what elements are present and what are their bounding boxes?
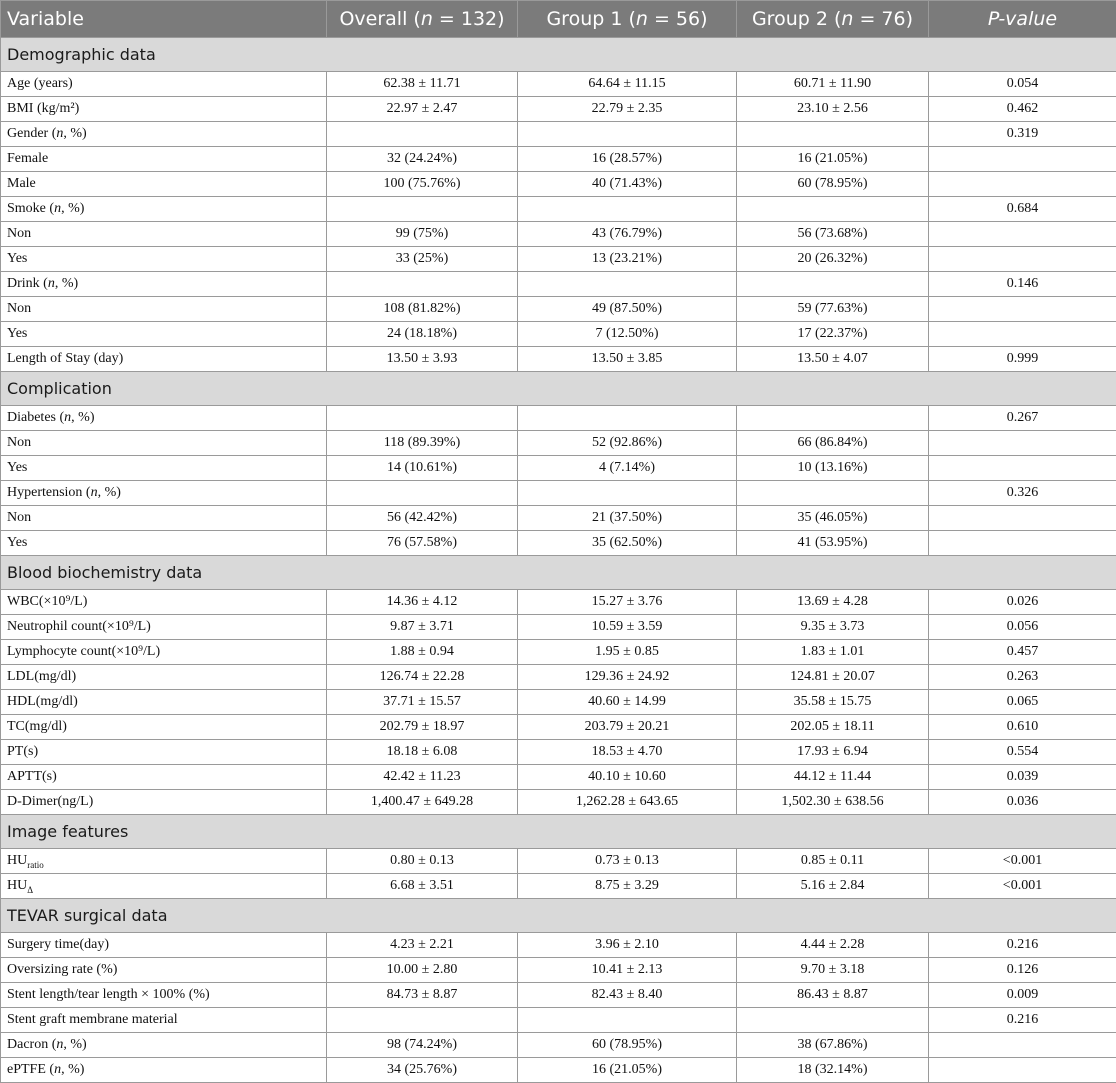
table-cell: 37.71 ± 15.57: [327, 690, 518, 715]
table-cell: [737, 272, 929, 297]
row-neutrophil: [1, 615, 1116, 640]
table-cell: [518, 481, 737, 506]
table-cell: [929, 431, 1116, 456]
table-cell: [327, 1008, 518, 1033]
table-cell: 41 (53.95%): [737, 531, 929, 556]
table-cell: 203.79 ± 20.21: [518, 715, 737, 740]
table-cell: 18.18 ± 6.08: [327, 740, 518, 765]
table-cell: [518, 122, 737, 147]
table-cell: 10.00 ± 2.80: [327, 958, 518, 983]
row-hypertension-yes: [1, 531, 1116, 556]
table-cell: 1.88 ± 0.94: [327, 640, 518, 665]
table-cell: 62.38 ± 11.71: [327, 72, 518, 97]
table-cell: 13.69 ± 4.28: [737, 590, 929, 615]
table-cell: [518, 1008, 737, 1033]
row-label: Oversizing rate (%): [1, 958, 327, 983]
table-cell: 14 (10.61%): [327, 456, 518, 481]
row-dacron: [1, 1033, 1116, 1058]
table-cell: 0.026: [929, 590, 1116, 615]
table-cell: 16 (28.57%): [518, 147, 737, 172]
table-cell: 56 (73.68%): [737, 222, 929, 247]
table-cell: 0.267: [929, 406, 1116, 431]
row-label: Dacron (n, %): [1, 1033, 327, 1058]
row-label: Non: [1, 506, 327, 531]
table-cell: [929, 456, 1116, 481]
table-cell: 0.457: [929, 640, 1116, 665]
row-label: Male: [1, 172, 327, 197]
table-cell: 21 (37.50%): [518, 506, 737, 531]
row-label: ePTFE (n, %): [1, 1058, 327, 1083]
row-drink-non: [1, 297, 1116, 322]
table-cell: 13.50 ± 3.85: [518, 347, 737, 372]
table-cell: 16 (21.05%): [737, 147, 929, 172]
table-cell: 42.42 ± 11.23: [327, 765, 518, 790]
row-label: Non: [1, 222, 327, 247]
row-label: APTT(s): [1, 765, 327, 790]
table-cell: [929, 172, 1116, 197]
table-cell: [929, 297, 1116, 322]
row-stent-length: [1, 983, 1116, 1008]
header-variable: Variable: [1, 1, 327, 38]
table-cell: 24 (18.18%): [327, 322, 518, 347]
table-cell: 0.554: [929, 740, 1116, 765]
table-cell: 10 (13.16%): [737, 456, 929, 481]
row-d-dimer: [1, 790, 1116, 815]
row-label: Gender (n, %): [1, 122, 327, 147]
row-male: [1, 172, 1116, 197]
section-blood-biochemistry: Blood biochemistry data: [1, 556, 1116, 590]
table-cell: 60.71 ± 11.90: [737, 72, 929, 97]
table-cell: [518, 197, 737, 222]
table-cell: 35 (46.05%): [737, 506, 929, 531]
table-cell: 108 (81.82%): [327, 297, 518, 322]
table-cell: 17.93 ± 6.94: [737, 740, 929, 765]
header-group2: Group 2 (n = 76): [737, 1, 929, 38]
row-label: Lymphocyte count(×10⁹/L): [1, 640, 327, 665]
table-cell: 20 (26.32%): [737, 247, 929, 272]
row-label: WBC(×10⁹/L): [1, 590, 327, 615]
table-cell: [327, 406, 518, 431]
table-cell: 10.41 ± 2.13: [518, 958, 737, 983]
row-hu-ratio: [1, 849, 1116, 874]
row-label: Female: [1, 147, 327, 172]
table-cell: 4 (7.14%): [518, 456, 737, 481]
row-label: Yes: [1, 456, 327, 481]
table-cell: 18.53 ± 4.70: [518, 740, 737, 765]
row-smoke-yes: [1, 247, 1116, 272]
section-tevar-surgical: TEVAR surgical data: [1, 899, 1116, 933]
row-diabetes-non: [1, 431, 1116, 456]
table-cell: 17 (22.37%): [737, 322, 929, 347]
table-cell: 6.68 ± 3.51: [327, 874, 518, 899]
row-wbc: [1, 590, 1116, 615]
row-label: Yes: [1, 322, 327, 347]
row-label: Smoke (n, %): [1, 197, 327, 222]
row-hypertension: [1, 481, 1116, 506]
table-cell: 22.97 ± 2.47: [327, 97, 518, 122]
table-cell: [929, 506, 1116, 531]
header-row: [1, 1, 1116, 38]
row-surgery-time: [1, 933, 1116, 958]
table-cell: 60 (78.95%): [737, 172, 929, 197]
table-cell: 0.216: [929, 933, 1116, 958]
row-label: $HU_{ratio}$: [1, 849, 327, 874]
row-label: Age (years): [1, 72, 327, 97]
table-cell: 7 (12.50%): [518, 322, 737, 347]
row-label: $HU_\Delta$: [1, 874, 327, 899]
table-cell: 129.36 ± 24.92: [518, 665, 737, 690]
table-cell: 35 (62.50%): [518, 531, 737, 556]
table-cell: 0.009: [929, 983, 1116, 1008]
table-cell: 1,502.30 ± 638.56: [737, 790, 929, 815]
row-label: Surgery time(day): [1, 933, 327, 958]
header-group1: Group 1 (n = 56): [518, 1, 737, 38]
row-label: LDL(mg/dl): [1, 665, 327, 690]
table-cell: 59 (77.63%): [737, 297, 929, 322]
row-label: TC(mg/dl): [1, 715, 327, 740]
table-cell: 98 (74.24%): [327, 1033, 518, 1058]
table-cell: [737, 197, 929, 222]
table-cell: 9.87 ± 3.71: [327, 615, 518, 640]
table-cell: 1.95 ± 0.85: [518, 640, 737, 665]
table-cell: 99 (75%): [327, 222, 518, 247]
row-lymphocyte: [1, 640, 1116, 665]
table-cell: 76 (57.58%): [327, 531, 518, 556]
table-cell: 0.73 ± 0.13: [518, 849, 737, 874]
table-cell: 56 (42.42%): [327, 506, 518, 531]
row-eptfe: [1, 1058, 1116, 1083]
table-cell: [929, 147, 1116, 172]
table-cell: 84.73 ± 8.87: [327, 983, 518, 1008]
table-cell: 1.83 ± 1.01: [737, 640, 929, 665]
row-pt: [1, 740, 1116, 765]
table-cell: 32 (24.24%): [327, 147, 518, 172]
table-cell: 52 (92.86%): [518, 431, 737, 456]
table-cell: 0.326: [929, 481, 1116, 506]
section-complication: Complication: [1, 372, 1116, 406]
table-cell: 66 (86.84%): [737, 431, 929, 456]
table-cell: 0.319: [929, 122, 1116, 147]
row-smoke: [1, 197, 1116, 222]
table-cell: 202.79 ± 18.97: [327, 715, 518, 740]
table-cell: 64.64 ± 11.15: [518, 72, 737, 97]
table-cell: [929, 1033, 1116, 1058]
row-label: Non: [1, 297, 327, 322]
row-label: Non: [1, 431, 327, 456]
row-oversizing-rate: [1, 958, 1116, 983]
row-label: Stent length/tear length × 100% (%): [1, 983, 327, 1008]
row-smoke-non: [1, 222, 1116, 247]
table-cell: <0.001: [929, 849, 1116, 874]
table-cell: 0.056: [929, 615, 1116, 640]
row-label: Diabetes (n, %): [1, 406, 327, 431]
table-cell: 0.065: [929, 690, 1116, 715]
table-cell: [518, 406, 737, 431]
table-cell: [327, 122, 518, 147]
table-cell: 34 (25.76%): [327, 1058, 518, 1083]
table-cell: 13 (23.21%): [518, 247, 737, 272]
table-cell: 43 (76.79%): [518, 222, 737, 247]
table-cell: 22.79 ± 2.35: [518, 97, 737, 122]
table-cell: 0.80 ± 0.13: [327, 849, 518, 874]
table-cell: 126.74 ± 22.28: [327, 665, 518, 690]
row-bmi: [1, 97, 1116, 122]
section-demographic: Demographic data: [1, 38, 1116, 72]
table-cell: 5.16 ± 2.84: [737, 874, 929, 899]
table-cell: 14.36 ± 4.12: [327, 590, 518, 615]
table-cell: 124.81 ± 20.07: [737, 665, 929, 690]
row-gender: [1, 122, 1116, 147]
table-cell: [737, 1008, 929, 1033]
table-cell: 0.036: [929, 790, 1116, 815]
table-cell: 8.75 ± 3.29: [518, 874, 737, 899]
table-cell: 1,262.28 ± 643.65: [518, 790, 737, 815]
table-cell: 40 (71.43%): [518, 172, 737, 197]
row-hypertension-non: [1, 506, 1116, 531]
row-label: HDL(mg/dl): [1, 690, 327, 715]
table-cell: 118 (89.39%): [327, 431, 518, 456]
row-label: Hypertension (n, %): [1, 481, 327, 506]
table-cell: 60 (78.95%): [518, 1033, 737, 1058]
header-overall: Overall (n = 132): [327, 1, 518, 38]
row-label: Neutrophil count(×10⁹/L): [1, 615, 327, 640]
table-cell: 1,400.47 ± 649.28: [327, 790, 518, 815]
table-cell: <0.001: [929, 874, 1116, 899]
row-age: [1, 72, 1116, 97]
row-ldl: [1, 665, 1116, 690]
table-cell: 40.10 ± 10.60: [518, 765, 737, 790]
table-cell: 18 (32.14%): [737, 1058, 929, 1083]
table-cell: 16 (21.05%): [518, 1058, 737, 1083]
table-cell: [518, 272, 737, 297]
table-cell: [327, 481, 518, 506]
table-cell: [737, 406, 929, 431]
table-cell: 4.23 ± 2.21: [327, 933, 518, 958]
table-cell: 35.58 ± 15.75: [737, 690, 929, 715]
table-cell: [929, 322, 1116, 347]
row-label: Stent graft membrane material: [1, 1008, 327, 1033]
section-image-features: Image features: [1, 815, 1116, 849]
table-cell: [929, 247, 1116, 272]
table-cell: 23.10 ± 2.56: [737, 97, 929, 122]
table-cell: [327, 272, 518, 297]
table-cell: 10.59 ± 3.59: [518, 615, 737, 640]
table-cell: 44.12 ± 11.44: [737, 765, 929, 790]
row-tc: [1, 715, 1116, 740]
row-female: [1, 147, 1116, 172]
table-cell: [929, 531, 1116, 556]
row-aptt: [1, 765, 1116, 790]
table-cell: 0.126: [929, 958, 1116, 983]
table-cell: 0.85 ± 0.11: [737, 849, 929, 874]
table-cell: [929, 222, 1116, 247]
row-hdl: [1, 690, 1116, 715]
table-cell: 9.70 ± 3.18: [737, 958, 929, 983]
table-cell: 0.684: [929, 197, 1116, 222]
table-cell: 38 (67.86%): [737, 1033, 929, 1058]
table-cell: 13.50 ± 4.07: [737, 347, 929, 372]
table-cell: 0.462: [929, 97, 1116, 122]
table-cell: 82.43 ± 8.40: [518, 983, 737, 1008]
table-cell: [929, 1058, 1116, 1083]
table-cell: 4.44 ± 2.28: [737, 933, 929, 958]
row-length-of-stay: [1, 347, 1116, 372]
row-label: Drink (n, %): [1, 272, 327, 297]
table-cell: 0.263: [929, 665, 1116, 690]
table-cell: 9.35 ± 3.73: [737, 615, 929, 640]
table-cell: 3.96 ± 2.10: [518, 933, 737, 958]
table-cell: [327, 197, 518, 222]
table-cell: 0.146: [929, 272, 1116, 297]
table-cell: 0.054: [929, 72, 1116, 97]
table-cell: 0.039: [929, 765, 1116, 790]
table-cell: 0.216: [929, 1008, 1116, 1033]
table-cell: [737, 122, 929, 147]
row-label: Yes: [1, 531, 327, 556]
row-label: Yes: [1, 247, 327, 272]
table-cell: 100 (75.76%): [327, 172, 518, 197]
table-cell: 33 (25%): [327, 247, 518, 272]
row-label: D-Dimer(ng/L): [1, 790, 327, 815]
row-diabetes: [1, 406, 1116, 431]
table-cell: 40.60 ± 14.99: [518, 690, 737, 715]
table-cell: 202.05 ± 18.11: [737, 715, 929, 740]
table-cell: 13.50 ± 3.93: [327, 347, 518, 372]
table-cell: 86.43 ± 8.87: [737, 983, 929, 1008]
table-cell: 0.610: [929, 715, 1116, 740]
row-hu-delta: [1, 874, 1116, 899]
table-cell: 15.27 ± 3.76: [518, 590, 737, 615]
table-cell: 0.999: [929, 347, 1116, 372]
row-membrane-material: [1, 1008, 1116, 1033]
row-drink-yes: [1, 322, 1116, 347]
row-label: BMI (kg/m²): [1, 97, 327, 122]
table-cell: [737, 481, 929, 506]
row-label: Length of Stay (day): [1, 347, 327, 372]
row-drink: [1, 272, 1116, 297]
row-diabetes-yes: [1, 456, 1116, 481]
row-label: PT(s): [1, 740, 327, 765]
header-pvalue: P-value: [929, 1, 1116, 38]
table-cell: 49 (87.50%): [518, 297, 737, 322]
